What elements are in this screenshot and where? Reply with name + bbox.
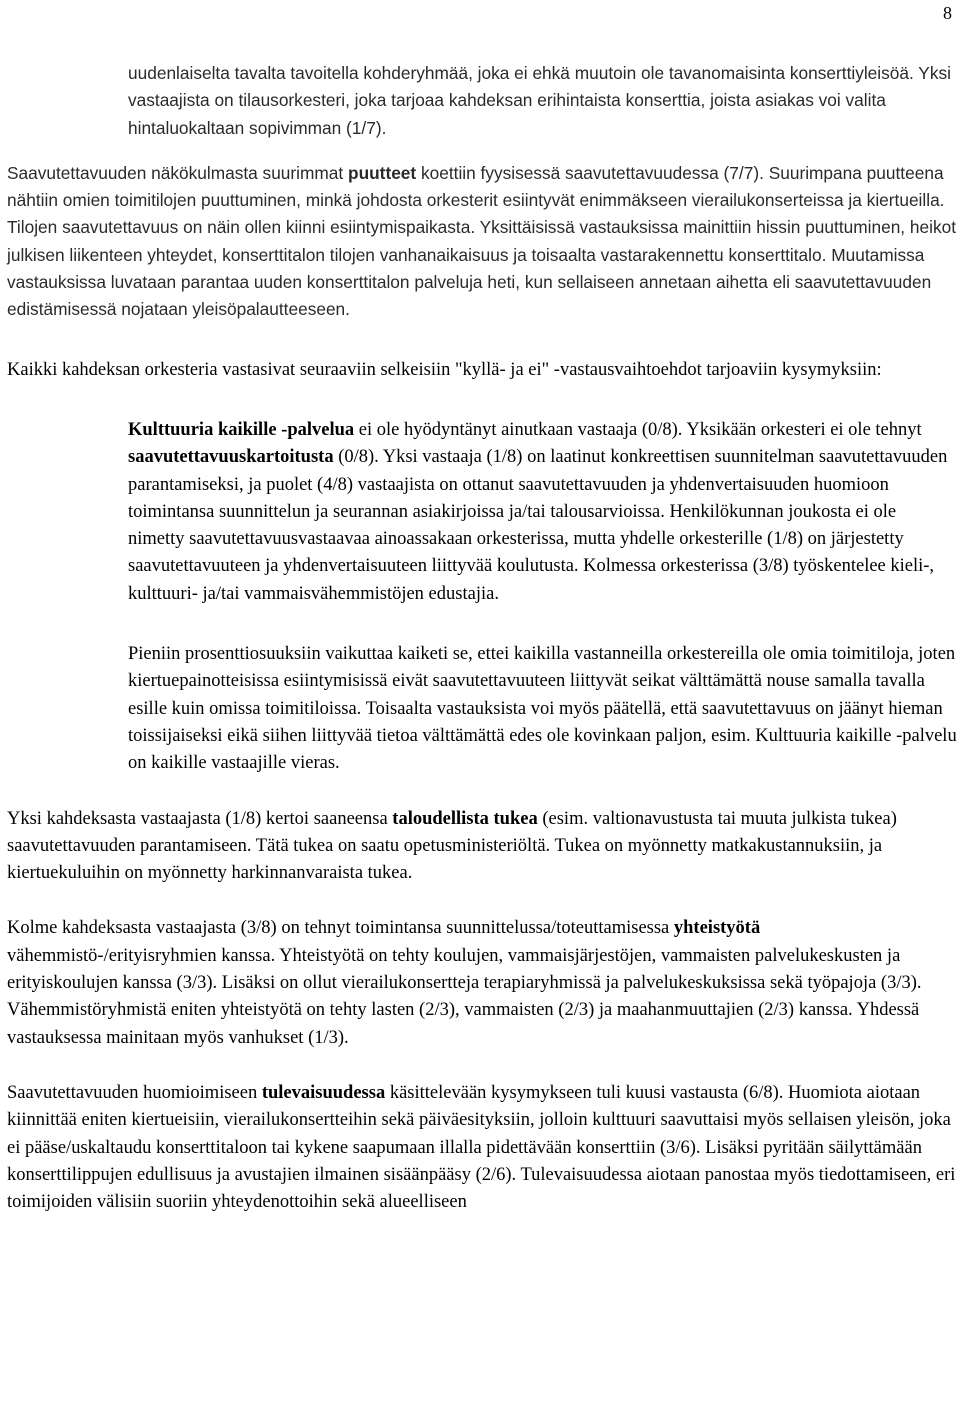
text-run: Saavutettavuuden huomioimiseen [7, 1082, 262, 1103]
bold-term-taloudellista-tukea: taloudellista tukea [392, 808, 538, 829]
paragraph-shortcomings [7, 160, 957, 324]
text-run: Kolme kahdeksasta vastaajasta (3/8) on tehnyt toimintansa suunnittelussa/toteuttamisessa [7, 918, 674, 939]
paragraph-low-percentages: Pieniin prosenttiosuuksiin vaikuttaa kaiketi se, ettei kaikilla vastanneilla orkestereilla ole omia toimitiloja, joten kiertuepainotteisissa esiintymisissä eivät saavutettavuuteen liittyvät seikat välttämättä nouse samalla tavalla esille kuin omissa toimitiloissa. Toisaalta vastauksista voi myös päätellä, että saavutettavuus on jäänyt hieman toissijaiseksi eikä siihen liittyvää tietoa välttämättä edes ole kovinkaan paljon, esim. Kulttuuria kaikille -palvelu on kaikille vastaajille vieras. [128, 644, 957, 774]
paragraph-ticket-pricing: uudenlaiselta tavalta tavoitella kohderyhmää, joka ei ehkä muutoin ole tavanomaisinta konserttiyleisöä. Yksi vastaajista on tilausorkesteri, joka tarjoaa kahdeksan erihintaista konserttia, joista asiakas voi valita hintaluokaltaan sopivimman (1/7). [128, 63, 951, 138]
document-body [7, 60, 957, 1216]
text-run: vähemmistö-/erityisryhmien kanssa. Yhteistyötä on tehty koulujen, vammaisjärjestöjen, vammaisten palvelukeskusten ja erityiskoulujen kanssa (3/3). Lisäksi on ollut vierailukonsertteja terapiaryhmissä ja palvelukeskuksissa sekä työpajoja (3/3). Vähemmistöryhmistä eniten yhteistyötä on tehty lasten (2/3), vammaisten (2/3) ja maahanmuuttajien (2/3) kanssa. Yhdessä vastauksessa mainitaan myös vanhukset (1/3). [7, 945, 922, 1048]
bold-term-kartoitus: saavutettavuuskartoitusta [128, 447, 334, 468]
text-run: Yksi kahdeksasta vastaajasta (1/8) kertoi saaneensa [7, 808, 393, 829]
text-run: Saavutettavuuden näkökulmasta suurimmat [7, 162, 349, 183]
text-run: (esim. valtionavustusta tai muuta julkista tukea) saavutettavuuden parantamiseen. Tätä tukea on saatu opetusministeriöltä. Tukea on myönnetty matkakustannuksiin, ja kiertuekuluihin on myönnetty harkinnanvaraista tukea. [7, 808, 897, 884]
text-run: (0/8). Yksi vastaaja (1/8) on laatinut konkreettisen suunnitelman saavutettavuuden parantamiseksi, ja puolet (4/8) vastaajista on ottanut saavutettavuuden ja yhdenvertaisuuden huomioon toimintansa suunnittelun ja seurannan asiakirjoissa ja/tai talousarvioissa. Henkilökunnan joukosta ei ole nimetty saavutettavuusvastaavaa ainoassakaan orkesterissa, mutta yhdelle orkesterille (1/8) on järjestetty saavutettavuuteen ja yhdenvertaisuuteen liittyvää koulutusta. Kolmessa orkesterissa (3/8) työskentelee kieli-, kulttuuri- ja/tai vammaisvähemmistöjen edustajia. [128, 447, 948, 604]
bold-term-puutteet: puutteet [348, 162, 417, 183]
bold-term-yhteistyota: yhteistyötä [673, 918, 761, 939]
text-run: ei ole hyödyntänyt ainutkaan vastaaja (0/8). Yksikään orkesteri ei ole tehnyt [354, 419, 922, 440]
bold-term-tulevaisuudessa: tulevaisuudessa [261, 1082, 386, 1103]
bold-term-kulttuuria-kaikille: Kulttuuria kaikille -palvelua [128, 419, 355, 440]
text-run: koettiin fyysisessä saavutettavuudessa (7/7). Suurimpana puutteena nähtiin omien toimitilojen puuttuminen, minkä johdosta orkesterit esiintyvät enimmäkseen vierailukonserteissa ja kiertueilla. Tilojen saavutettavuus on näin ollen kiinni esiintymispaikasta. Yksittäisissä vastauksissa mainittiin hissin puuttuminen, heikot julkisen liikenteen yhteydet, konserttitalon tilojen vanhanaikaisuus ja toisaalta vastarakennettu konserttitalo. Muutamissa vastauksissa luvataan parantaa uuden konserttitalon palveluja heti, kun sellaiseen annetaan aihetta eli saavutettavuuden edistämisessä nojataan yleisöpalautteeseen. [7, 162, 957, 320]
paragraph-future [7, 1080, 957, 1216]
paragraph-cooperation [7, 915, 957, 1051]
paragraph-yes-no-questions: Kaikki kahdeksan orkesteria vastasivat seuraaviin selkeisiin "kyllä- ja ei" -vastausvaihtoehdot tarjoaviin kysymyksiin: [7, 359, 882, 380]
paragraph-financial-support [7, 806, 957, 888]
paragraph-survey-results [128, 417, 957, 608]
page-number: 8 [943, 3, 952, 23]
text-run: käsittelevään kysymykseen tuli kuusi vastausta (6/8). Huomiota aiotaan kiinnittää eniten kiertueisiin, vierailukonsertteihin sekä päiväesityksiin, jolloin kulttuuri saavuttaisi myös sellaisen yleisön, joka ei pääse/uskaltaudu konserttitaloon tai kykene saapumaan illalla pidettävään konserttiin (3/6). Lisäksi pyritään säilyttämään konserttilippujen edullisuus ja avustajien ilmainen sisäänpääsy (2/6). Tulevaisuudessa aiotaan panostaa myös tiedottamiseen, eri toimijoiden välisiin suoriin yhteydenottoihin sekä alueelliseen [7, 1082, 956, 1213]
